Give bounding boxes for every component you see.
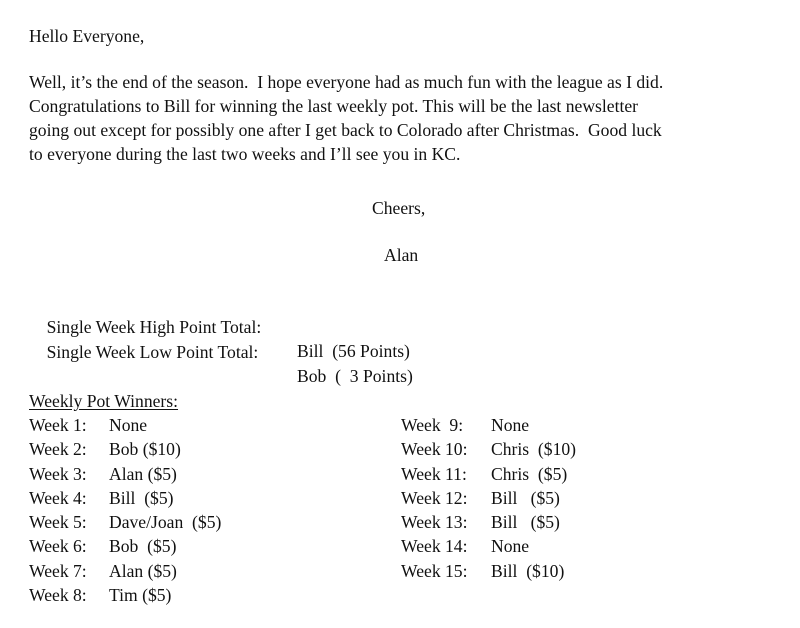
pot-winners-right-column	[401, 413, 577, 583]
week-label: Week 6:	[29, 536, 87, 557]
body-line: Congratulations to Bill for winning the last weekly pot. This will be the last newsletter	[29, 96, 639, 116]
pot-winner-row	[29, 437, 181, 461]
signature: Alan	[384, 245, 419, 265]
week-label: Week 2:	[29, 439, 87, 460]
high-point-label: Single Week High Point Total:	[46, 317, 262, 337]
week-label: Week 15:	[401, 560, 468, 581]
week-result: Alan ($5)	[109, 463, 177, 484]
pot-winner-row	[401, 510, 560, 534]
week-label: Week 12:	[401, 487, 468, 508]
week-result: Bill ($5)	[491, 512, 560, 533]
body-line: Well, it’s the end of the season. I hope everyone had as much fun with the league as I did.	[29, 72, 664, 92]
week-label: Week 3:	[29, 463, 87, 484]
pot-winner-row	[401, 437, 577, 461]
week-result: Chris ($5)	[491, 463, 568, 484]
week-label: Week 9:	[401, 415, 464, 435]
low-point-value: Bob ( 3 Points)	[297, 366, 413, 386]
body-paragraph	[29, 70, 789, 166]
greeting: Hello Everyone,	[29, 26, 145, 46]
pot-winner-row	[29, 486, 174, 510]
pot-winner-row	[29, 413, 148, 437]
pot-winner-row	[29, 534, 177, 558]
pot-winner-row	[401, 462, 568, 486]
week-result: Chris ($10)	[491, 439, 577, 460]
body-line: to everyone during the last two weeks and I’ll see you in KC.	[29, 144, 461, 164]
week-label: Week 1:	[29, 415, 87, 435]
week-result: Bob ($5)	[109, 536, 177, 557]
week-result: Bill ($5)	[109, 487, 174, 508]
pot-winners-heading: Weekly Pot Winners:	[29, 391, 179, 411]
pot-winner-row	[29, 462, 177, 486]
week-label: Week 11:	[401, 463, 467, 484]
week-result: Dave/Joan ($5)	[109, 512, 222, 533]
week-result: Bob ($10)	[109, 439, 181, 460]
week-label: Week 4:	[29, 487, 87, 508]
week-label: Week 5:	[29, 512, 87, 533]
week-result: Alan ($5)	[109, 560, 177, 581]
week-result: None	[491, 536, 530, 557]
week-result: Bill ($10)	[491, 560, 565, 581]
pot-winners-left-column	[29, 413, 222, 607]
week-result: None	[109, 415, 148, 435]
pot-winner-row	[29, 510, 222, 534]
week-result: Tim ($5)	[109, 585, 172, 606]
pot-winner-row	[401, 559, 565, 583]
closing: Cheers,	[372, 198, 426, 218]
week-label: Week 14:	[401, 536, 468, 557]
week-result: None	[491, 415, 530, 435]
pot-winner-row	[401, 486, 560, 510]
week-label: Week 8:	[29, 585, 87, 606]
high-point-value: Bill (56 Points)	[297, 341, 410, 361]
body-line: going out except for possibly one after I get back to Colorado after Christmas. Good luck	[29, 120, 662, 140]
week-label: Week 13:	[401, 512, 468, 533]
pot-winner-row	[29, 559, 177, 583]
pot-winner-row	[401, 413, 530, 437]
pot-winner-row	[401, 534, 530, 558]
week-label: Week 10:	[401, 439, 468, 460]
week-result: Bill ($5)	[491, 487, 560, 508]
pot-winner-row	[29, 583, 172, 607]
low-point-label: Single Week Low Point Total:	[46, 342, 259, 362]
week-label: Week 7:	[29, 560, 87, 581]
